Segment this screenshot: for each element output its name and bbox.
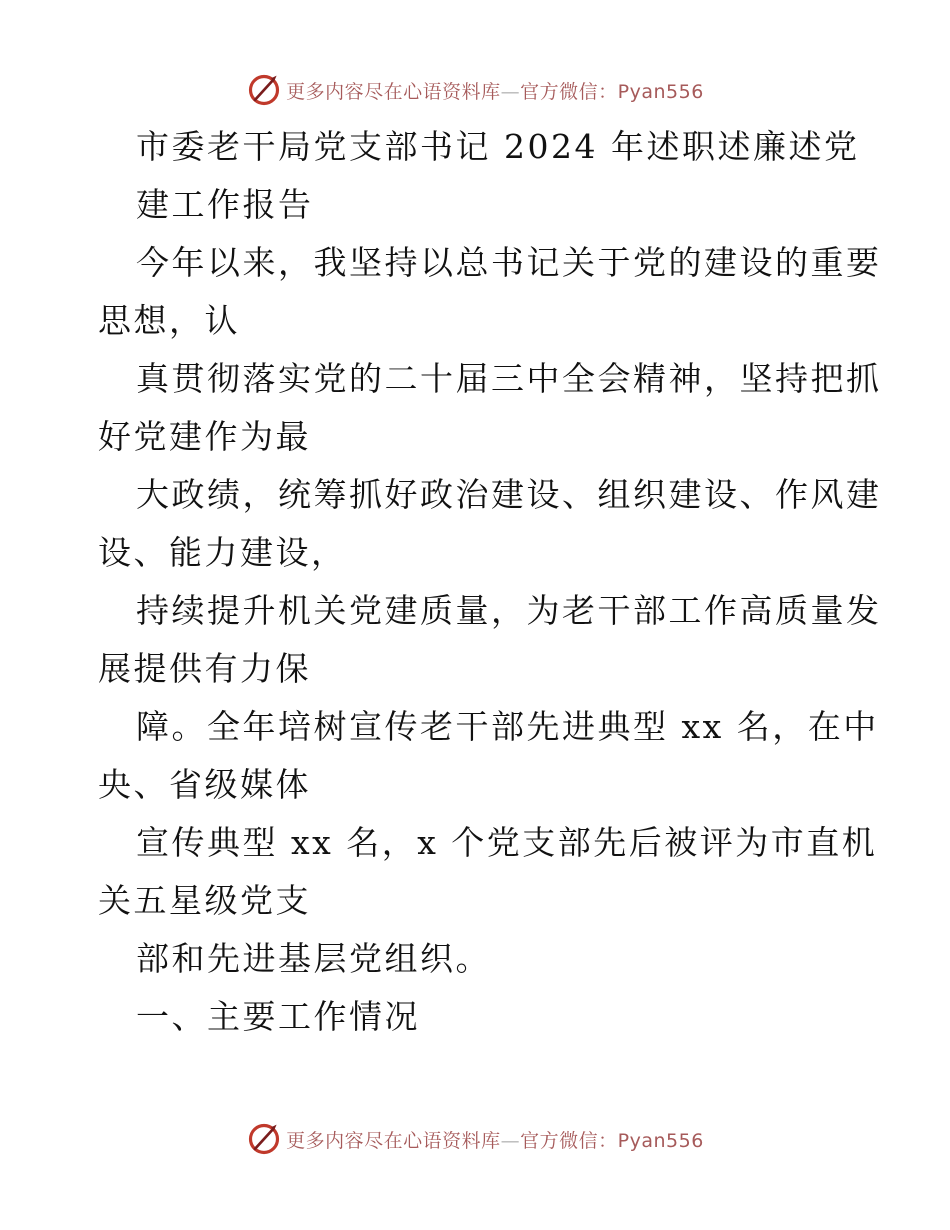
watermark-text: 更多内容尽在心语资料库—官方微信：Pyan556 bbox=[286, 1129, 704, 1152]
text-line: 展提供有力保 bbox=[98, 649, 311, 688]
pen-logo-icon bbox=[246, 72, 282, 108]
document-body bbox=[98, 118, 882, 1046]
text-line: 市委老干局党支部书记 2024 年述职述廉述党 bbox=[136, 127, 860, 166]
text-line: 好党建作为最 bbox=[98, 417, 311, 456]
text-line: 大政绩，统筹抓好政治建设、组织建设、作风建 bbox=[136, 475, 882, 514]
text-line: 持续提升机关党建质量，为老干部工作高质量发 bbox=[136, 591, 882, 630]
pen-logo-icon bbox=[246, 1121, 282, 1157]
text-line: 今年以来，我坚持以总书记关于党的建设的重要 bbox=[136, 243, 882, 282]
text-line: 部和先进基层党组织。 bbox=[136, 939, 491, 978]
watermark-text: 更多内容尽在心语资料库—官方微信：Pyan556 bbox=[286, 80, 704, 103]
footer-watermark bbox=[0, 1119, 950, 1159]
header-watermark bbox=[0, 70, 950, 110]
text-line: 障。全年培树宣传老干部先进典型 xx 名，在中 bbox=[136, 707, 879, 746]
text-line: 设、能力建设， bbox=[98, 533, 347, 572]
text-line: 思想，认 bbox=[98, 301, 240, 340]
text-line: 建工作报告 bbox=[136, 185, 314, 224]
text-line: 关五星级党支 bbox=[98, 881, 311, 920]
text-line: 真贯彻落实党的二十届三中全会精神，坚持把抓 bbox=[136, 359, 882, 398]
text-line: 一、主要工作情况 bbox=[136, 997, 420, 1036]
text-line: 央、省级媒体 bbox=[98, 765, 311, 804]
text-line: 宣传典型 xx 名，x 个党支部先后被评为市直机 bbox=[136, 823, 878, 862]
